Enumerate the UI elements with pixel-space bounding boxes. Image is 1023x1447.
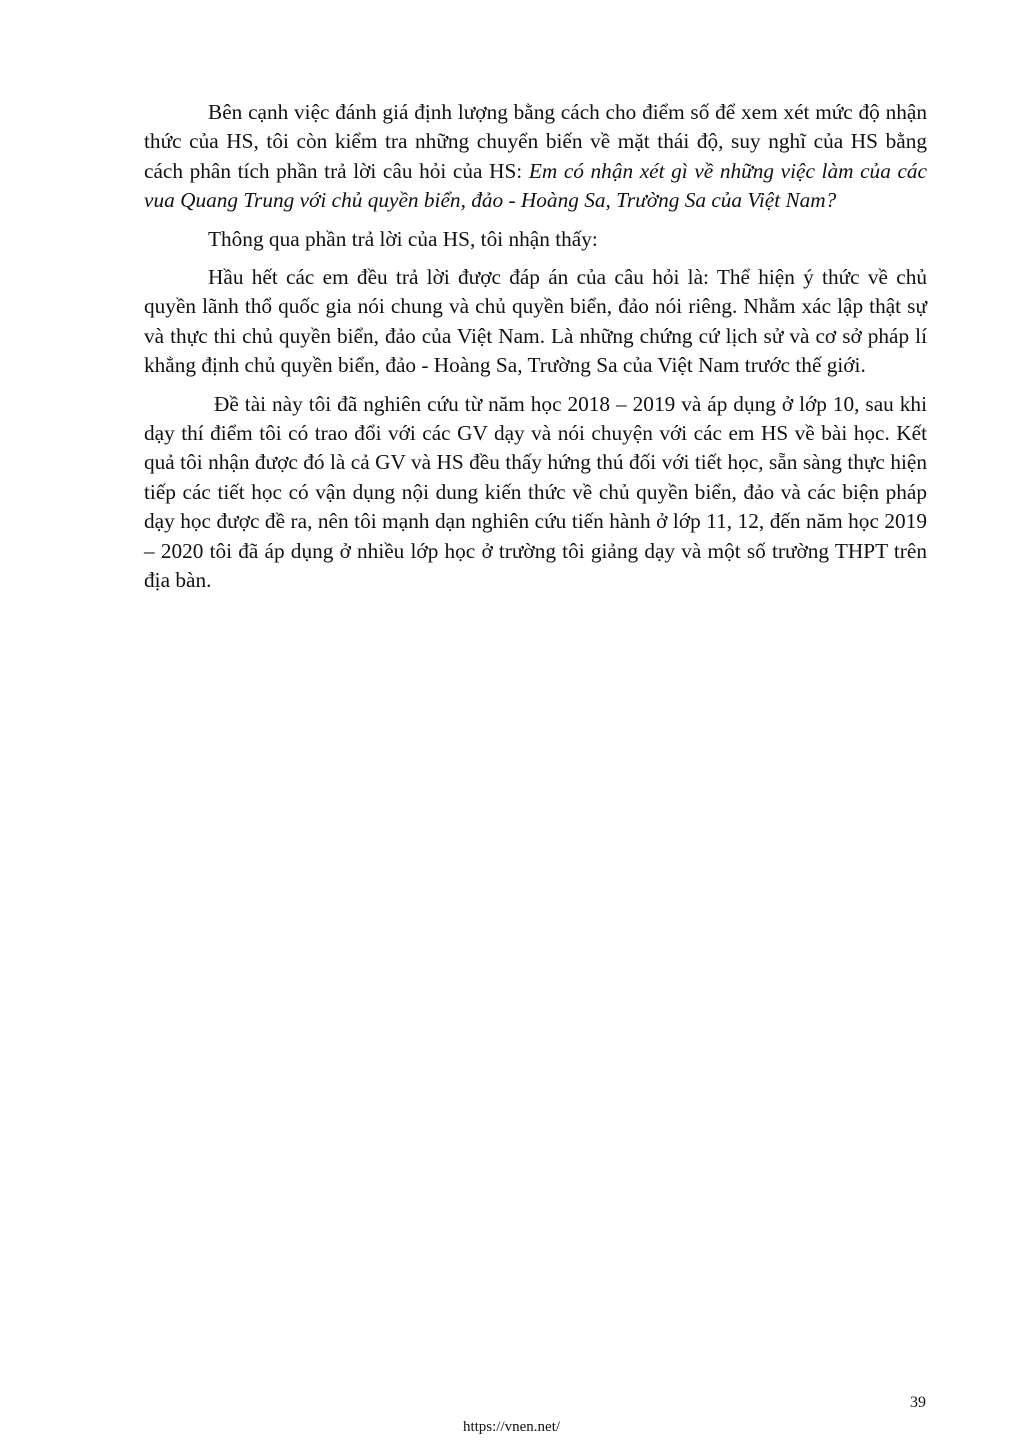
question-italic: Em có nhận xét gì về những việc làm của các vua Quang Trung với chủ quyền biển, đảo - Hoàng Sa, Trường Sa của Việt Nam?	[144, 158, 927, 213]
document-body	[144, 98, 927, 605]
page-number: 39	[910, 1394, 926, 1411]
paragraph-application: Đề tài này tôi đã nghiên cứu từ năm học 2018 – 2019 và áp dụng ở lớp 10, sau khi dạy thí điểm tôi có trao đổi với các GV dạy và nói chuyện với các em HS về bài học. Kết quả tôi nhận được đó là cả GV và HS đều thấy hứng thú đối với tiết học, sẵn sàng thực hiện tiếp các tiết học có vận dụng nội dung kiến thức về chủ quyền biển, đảo và các biện pháp dạy học được đề ra, nên tôi mạnh dạn nghiên cứu tiến hành ở lớp 11, 12, đến năm học 2019 – 2020 tôi đã áp dụng ở nhiều lớp học ở trường tôi giảng dạy và một số trường THPT trên địa bàn.	[144, 391, 927, 593]
source-url-link[interactable]: https://vnen.net/	[462, 1419, 561, 1435]
paragraph-observation: Thông qua phần trả lời của HS, tôi nhận thấy:	[208, 226, 598, 251]
paragraph-evaluation-text: Bên cạnh việc đánh giá định lượng bằng cách cho điểm số để xem xét mức độ nhận thức của HS, tôi còn kiểm tra những chuyển biến về mặt thái độ, suy nghĩ của HS bằng cách phân tích phần trả lời câu hỏi của HS:	[144, 100, 927, 183]
paragraph-answers: Hầu hết các em đều trả lời được đáp án của câu hỏi là: Thể hiện ý thức về chủ quyền lãnh thổ quốc gia nói chung và chủ quyền biển, đảo nói riêng. Nhằm xác lập thật sự và thực thi chủ quyền biển, đảo của Việt Nam. Là những chứng cứ lịch sử và cơ sở pháp lí khẳng định chủ quyền biển, đảo - Hoàng Sa, Trường Sa của Việt Nam trước thế giới.	[144, 265, 927, 378]
paragraph-evaluation	[144, 98, 927, 216]
